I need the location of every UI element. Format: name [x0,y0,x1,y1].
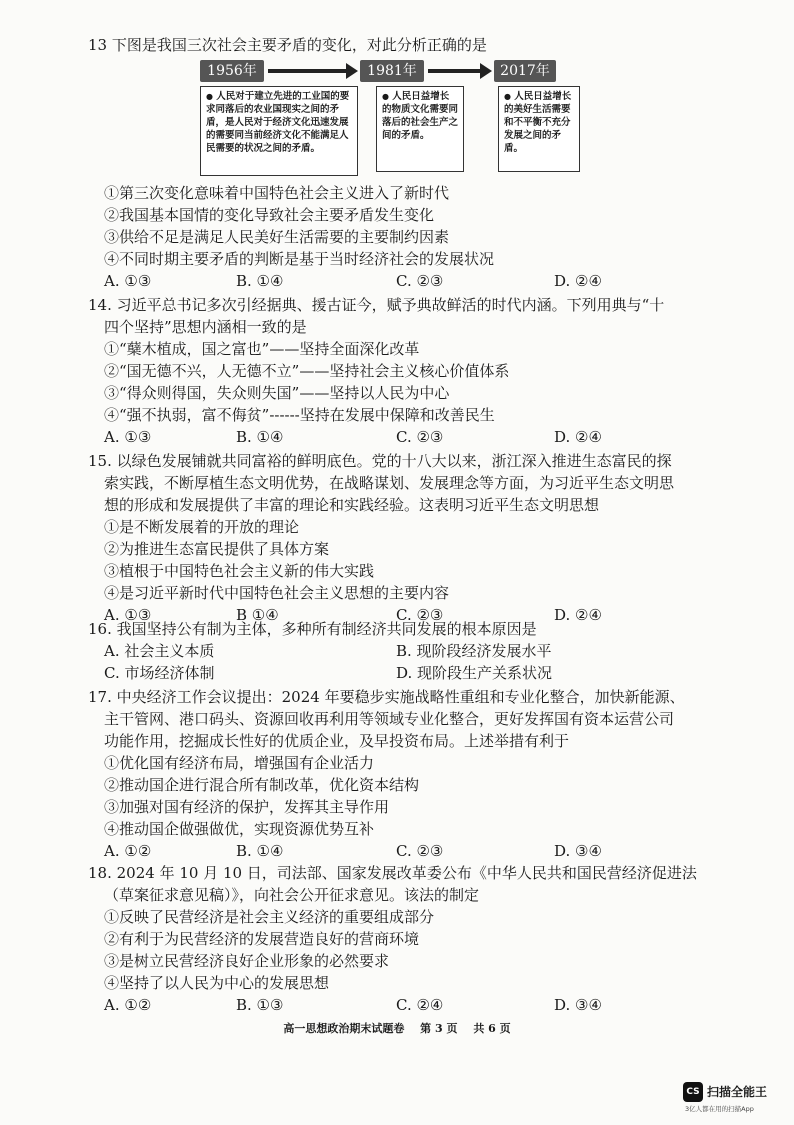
q15-stem-line-1: 15. 以绿色发展铺就共同富裕的鲜明底色。党的十八大以来，浙江深入推进生态富民的探 [88,452,672,470]
q13-option-3: ③供给不足是满足人民美好生活需要的主要制约因素 [104,228,450,246]
camscanner-logo-icon: CS [683,1082,703,1102]
q14-choice-b: B. ①④ [236,428,284,446]
year-2017: 2017年 [494,60,556,82]
q18-option-1: ①反映了民营经济是社会主义经济的重要组成部分 [104,908,435,926]
q18-stem-line-2: （草案征求意见稿）》，向社会公开征求意见。该法的制定 [104,886,480,904]
arrow-2 [428,69,480,73]
watermark-tagline: 3亿人都在用的扫描App [685,1105,754,1113]
q13-option-1: ①第三次变化意味着中国特色社会主义进入了新时代 [104,184,450,202]
q17-option-3: ③加强对国有经济的保护，发挥其主导作用 [104,798,390,816]
q17-stem-line-1: 17. 中央经济工作会议提出：2024 年要稳步实施战略性重组和专业化整合，加快新能源、 [88,688,685,706]
q15-option-2: ②为推进生态富民提供了具体方案 [104,540,330,558]
q16-choice-a: A. 社会主义本质 [104,642,215,660]
box-1981: ● 人民日益增长的物质文化需要同落后的社会生产之间的矛盾。 [376,86,464,172]
year-1956: 1956年 [200,60,264,82]
q15-choice-b: B ①④ [236,606,279,624]
q15-option-4: ④是习近平新时代中国特色社会主义思想的主要内容 [104,584,450,602]
q15-stem-line-3: 想的形成和发展提供了丰富的理论和实践经验。这表明习近平生态文明思想 [104,496,600,514]
q17-choice-d: D. ③④ [554,842,602,860]
q15-stem-line-2: 索实践，不断厚植生态文明优势，在战略谋划、发展理念等方面，为习近平生态文明思 [104,474,675,492]
q17-option-2: ②推动国企进行混合所有制改革，优化资本结构 [104,776,420,794]
q13-option-4: ④不同时期主要矛盾的判断是基于当时经济社会的发展状况 [104,250,495,268]
box-2017-text: 人民日益增长的美好生活需要和不平衡不充分发展之间的矛盾。 [504,91,572,154]
footer-total: 共 6 页 [473,1022,511,1035]
q13-diagram [190,60,570,180]
q13-choice-b: B. ①④ [236,272,284,290]
q13-choice-c: C. ②③ [396,272,444,290]
q14-stem-line-2: 四个坚持”思想内涵相一致的是 [104,318,307,336]
q15-choice-a: A. ①③ [104,606,152,624]
q14-choice-c: C. ②③ [396,428,444,446]
q14-option-3: ③“得众则得国，失众则失国”——坚持以人民为中心 [104,384,450,402]
q14-stem-line-1: 14. 习近平总书记多次引经据典、援古证今，赋予典故鲜活的时代内涵。下列用典与“十 [88,296,665,314]
q13-choice-d: D. ②④ [554,272,602,290]
q17-option-1: ①优化国有经济布局，增强国有企业活力 [104,754,375,772]
q13-choice-a: A. ①③ [104,272,152,290]
q18-option-3: ③是树立民营经济良好企业形象的必然要求 [104,952,390,970]
q15-choice-c: C. ②③ [396,606,444,624]
q14-choice-d: D. ②④ [554,428,602,446]
q13-stem: 13 下图是我国三次社会主要矛盾的变化，对此分析正确的是 [88,36,487,54]
q14-option-2: ②“国无德不兴，人无德不立”——坚持社会主义核心价值体系 [104,362,510,380]
q16-choice-b: B. 现阶段经济发展水平 [396,642,552,660]
q17-stem-line-3: 功能作用，挖掘成长性好的优质企业，及早投资布局。上述举措有利于 [104,732,570,750]
box-1981-text: 人民日益增长的物质文化需要同落后的社会生产之间的矛盾。 [382,91,459,141]
q17-choice-a: A. ①② [104,842,152,860]
box-1956: ● 人民对于建立先进的工业国的要求同落后的农业国现实之间的矛盾，是人民对于经济文化迅速发展的需要同当前经济文化不能满足人民需要的状况之间的矛盾。 [200,86,358,176]
q13-option-2: ②我国基本国情的变化导致社会主要矛盾发生变化 [104,206,435,224]
q17-option-4: ④推动国企做强做优，实现资源优势互补 [104,820,375,838]
scanner-watermark [683,1080,783,1116]
q18-option-4: ④坚持了以人民为中心的发展思想 [104,974,330,992]
q15-option-3: ③植根于中国特色社会主义新的伟大实践 [104,562,375,580]
q15-option-1: ①是不断发展着的开放的理论 [104,518,300,536]
q18-choice-a: A. ①② [104,996,152,1014]
arrowhead-2 [480,63,492,79]
footer-title: 高一思想政治期末试题卷 [283,1022,405,1035]
watermark-name: 扫描全能王 [707,1085,768,1099]
box-1956-text: 人民对于建立先进的工业国的要求同落后的农业国现实之间的矛盾，是人民对于经济文化迅速发展的需要同当前经济文化不能满足人民需要的状况之间的矛盾。 [206,91,350,154]
q14-choice-a: A. ①③ [104,428,152,446]
year-1981: 1981年 [360,60,424,82]
q18-option-2: ②有利于为民营经济的发展营造良好的营商环境 [104,930,420,948]
q18-choice-b: B. ①③ [236,996,284,1014]
q16-choice-c: C. 市场经济体制 [104,664,215,682]
q17-choice-b: B. ①④ [236,842,284,860]
q17-choice-c: C. ②③ [396,842,444,860]
q16-stem: 16. 我国坚持公有制为主体，多种所有制经济共同发展的根本原因是 [88,620,537,638]
q14-option-4: ④“强不执弱，富不侮贫”------坚持在发展中保障和改善民生 [104,406,495,424]
q15-choice-d: D. ②④ [554,606,602,624]
q18-stem-line-1: 18. 2024 年 10 月 10 日，司法部、国家发展改革委公布《中华人民共和国民营经济促进法 [88,864,697,882]
arrowhead-1 [346,63,358,79]
q18-choice-d: D. ③④ [554,996,602,1014]
q16-choice-d: D. 现阶段生产关系状况 [396,664,553,682]
box-2017: ● 人民日益增长的美好生活需要和不平衡不充分发展之间的矛盾。 [498,86,580,172]
arrow-1 [268,69,346,73]
page-footer [0,1020,794,1036]
q17-stem-line-2: 主干管网、港口码头、资源回收再利用等领域专业化整合，更好发挥国有资本运营公司 [104,710,675,728]
q18-choice-c: C. ②④ [396,996,444,1014]
footer-page: 第 3 页 [420,1022,458,1035]
q14-option-1: ①“蘖木植成，国之富也”——坚持全面深化改革 [104,340,420,358]
